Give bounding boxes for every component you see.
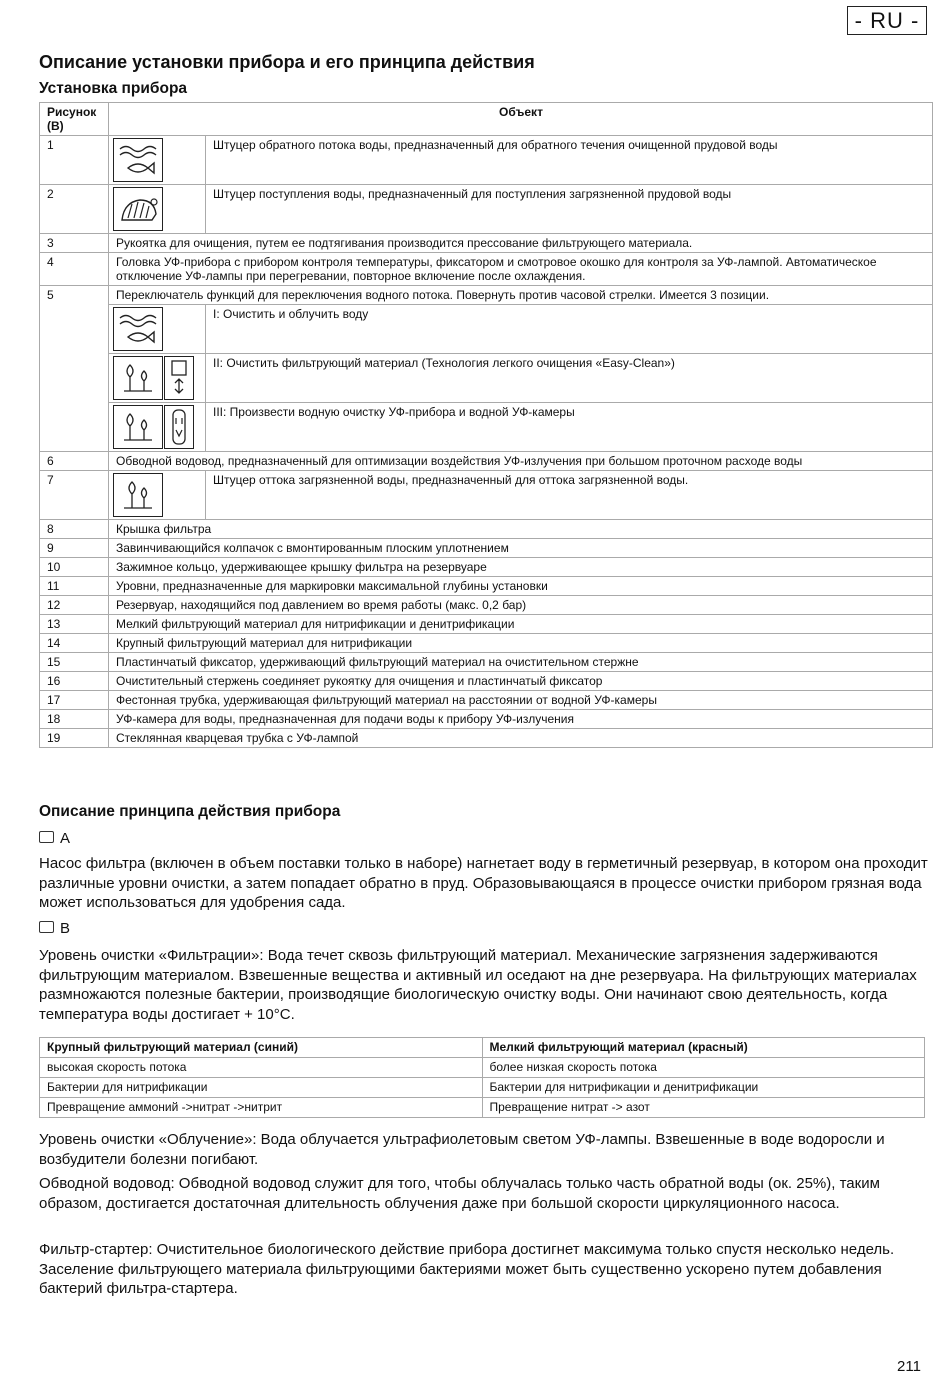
row-text: Зажимное кольцо, удерживающее крышку фильтра на резервуаре [109,558,933,577]
row-text: Крупный фильтрующий материал для нитрификации [109,634,933,653]
row-text: Уровни, предназначенные для маркировки максимальной глубины установки [109,577,933,596]
install-table [39,102,933,748]
row-text: Фестонная трубка, удерживающая фильтрующий материал на расстоянии от водной УФ-камеры [109,691,933,710]
table-row [40,1078,925,1098]
figure-letter: B [60,920,71,937]
filter-cell: Превращение нитрат -> азот [482,1098,925,1118]
filter-head-left: Крупный фильтрующий материал (синий) [40,1038,483,1058]
row-text: Рукоятка для очищения, путем ее подтягивания производится прессование фильтрующего материала. [109,234,933,253]
paragraph-starter: Фильтр-стартер: Очистительное биологического действие прибора достигнет максимума только спустя несколько недель. Заселение фильтрующего материала фильтрующими бактериями может быть существенно ускорено путем добавления бактерий фильтра-стартера. [39,1241,895,1297]
row-text: Штуцер обратного потока воды, предназначенный для обратного течения очищенной прудовой воды [206,136,933,185]
row-num: 8 [40,520,109,539]
uvc-lamp-icon [164,405,194,449]
fish-water-icon [113,138,163,182]
page-number: 211 [897,1358,921,1375]
icon-cell [109,305,206,354]
row-text: III: Произвести водную очистку УФ-прибора и водной УФ-камеры [206,403,933,452]
table-row [40,452,933,471]
table-row [40,653,933,672]
page-title: Описание установки прибора и его принципа действия [39,52,535,72]
principle-title: Описание принципа действия прибора [39,803,341,820]
row-num: 19 [40,729,109,748]
language-badge: - RU - [847,6,927,35]
figure-letter: A [60,830,71,847]
row-text: I: Очистить и облучить воду [206,305,933,354]
install-table-header [40,103,933,136]
filter-cell: Превращение аммоний ->нитрат ->нитрит [40,1098,483,1118]
table-row [40,710,933,729]
icon-cell [109,185,206,234]
table-row [40,672,933,691]
table-row [40,615,933,634]
plant-icon [113,356,163,400]
row-text: II: Очистить фильтрующий материал (Технология легкого очищения «Easy-Clean») [206,354,933,403]
fish-water-icon [113,307,163,351]
row-num: 5 [40,286,109,452]
hand-clean-icon [164,356,194,400]
table-row [40,471,933,520]
row-num: 15 [40,653,109,672]
filter-cell: Бактерии для нитрификации и денитрификации [482,1078,925,1098]
figure-box-icon [39,831,54,843]
row-num: 4 [40,253,109,286]
row-text: Головка УФ-прибора с прибором контроля температуры, фиксатором и смотровое окошко для контроля за УФ-лампой. Автоматическое отключение УФ-лампы при перегревании, повторное включение после охлаждения. [109,253,933,286]
plant-icon [113,405,163,449]
paragraph-uv: Уровень очистки «Облучение»: Вода облучается ультрафиолетовым светом УФ-лампы. Взвешенные в воде водоросли и возбудители болезни погибают. [39,1131,885,1168]
row-text: Обводной водовод, предназначенный для оптимизации воздействия УФ-излучения при большом проточном расходе воды [109,452,933,471]
table-row [40,577,933,596]
row-num: 12 [40,596,109,615]
row-text: Стеклянная кварцевая трубка с УФ-лампой [109,729,933,748]
row-text: Очистительный стержень соединяет рукоятку для очищения и пластинчатый фиксатор [109,672,933,691]
row-num: 11 [40,577,109,596]
row-num: 6 [40,452,109,471]
row-text: Мелкий фильтрующий материал для нитрификации и денитрификации [109,615,933,634]
row-num: 18 [40,710,109,729]
table-row [40,691,933,710]
row-text: УФ-камера для воды, предназначенная для подачи воды к прибору УФ-излучения [109,710,933,729]
table-row [40,596,933,615]
row-num: 13 [40,615,109,634]
icon-cell [109,136,206,185]
table-row [40,558,933,577]
row-text: Пластинчатый фиксатор, удерживающий фильтрующий материал на очистительном стержне [109,653,933,672]
row-num: 17 [40,691,109,710]
row-text: Штуцер поступления воды, предназначенный для поступления загрязненной прудовой воды [206,185,933,234]
row-num: 14 [40,634,109,653]
filter-cell: более низкая скорость потока [482,1058,925,1078]
filter-head-right: Мелкий фильтрующий материал (красный) [482,1038,925,1058]
table-row [40,136,933,185]
figure-label-a [39,830,70,847]
col-object-header: Объект [109,103,933,136]
table-row [40,305,933,354]
row-num: 10 [40,558,109,577]
table-row [40,1058,925,1078]
row-text: Крышка фильтра [109,520,933,539]
row-num: 2 [40,185,109,234]
icon-cell [109,403,206,452]
figure-box-icon [39,921,54,933]
table-row [40,253,933,286]
table-row [40,1098,925,1118]
install-subtitle: Установка прибора [39,80,188,97]
table-row [40,634,933,653]
row-num: 16 [40,672,109,691]
filter-table [39,1037,925,1118]
filter-cell: высокая скорость потока [40,1058,483,1078]
table-row [40,185,933,234]
figure-label-b [39,920,70,937]
paragraph-bypass: Обводной водовод: Обводной водовод служит для того, чтобы облучалась только часть обратной воды (ок. 25%), таким образом, достигается достаточная длительность облучения даже при большой скорости циркуляционного насоса. [39,1175,880,1212]
paragraph-b: Уровень очистки «Фильтрации»: Вода течет сквозь фильтрующий материал. Механические загрязнения задерживаются фильтрующим материалом. Взвешенные вещества и активный ил оседают на дне резервуара. На фильтрующих материалах размножаются полезные бактерии, производящие биологическую очистку воды. Они начинают свою деятельность, когда температура воды достигает + 10°C. [39,947,917,1023]
table-row [40,286,933,305]
row-num: 3 [40,234,109,253]
row-num: 7 [40,471,109,520]
row-text: Завинчивающийся колпачок с вмонтированным плоским уплотнением [109,539,933,558]
turtle-inflow-icon [113,187,163,231]
filter-cell: Бактерии для нитрификации [40,1078,483,1098]
paragraph-a: Насос фильтра (включен в объем поставки только в наборе) нагнетает воду в герметичный резервуар, в котором она проходит различные уровни очистки, а затем попадает обратно в пруд. Образовывающаяся в процессе очистки прибором грязная вода может использоваться для удобрения сада. [39,855,928,911]
table-row [40,234,933,253]
row-text: Штуцер оттока загрязненной воды, предназначенный для оттока загрязненной воды. [206,471,933,520]
table-row [40,403,933,452]
table-row [40,539,933,558]
icon-cell [109,354,206,403]
table-row [40,520,933,539]
row-text: Резервуар, находящийся под давлением во время работы (макс. 0,2 бар) [109,596,933,615]
table-row [40,729,933,748]
col-num-header: Рисунок (B) [40,103,109,136]
icon-cell [109,471,206,520]
table-row [40,354,933,403]
row-num: 1 [40,136,109,185]
plant-outflow-icon [113,473,163,517]
row-num: 9 [40,539,109,558]
row-text: Переключатель функций для переключения водного потока. Повернуть против часовой стрелки. Имеется 3 позиции. [109,286,933,305]
